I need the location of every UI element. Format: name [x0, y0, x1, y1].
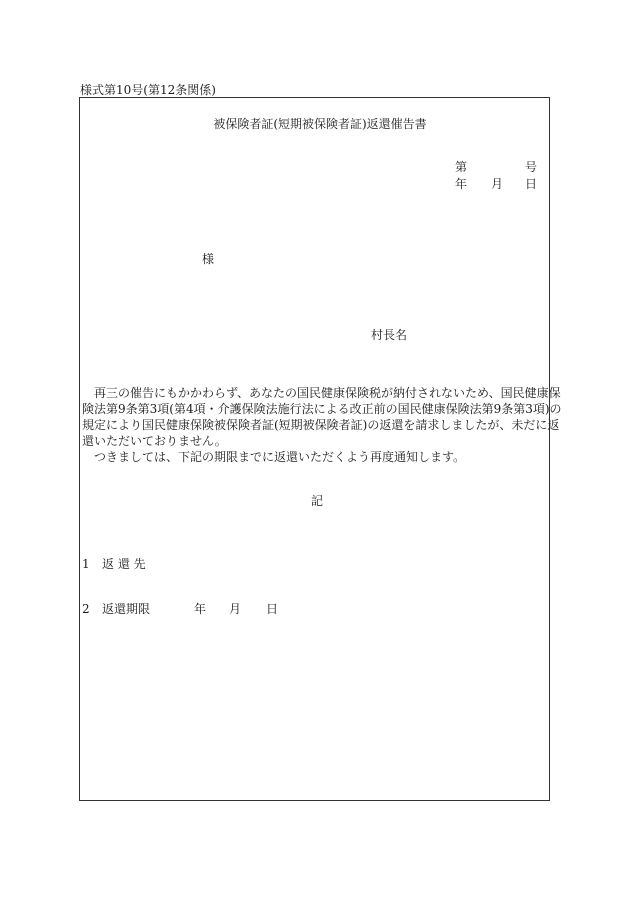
date-year: 年	[455, 177, 468, 191]
body-paragraph-2	[82, 449, 548, 465]
number-dai: 第	[455, 160, 468, 174]
date-day: 日	[525, 177, 538, 191]
body-line: 還いただいておりません。	[82, 434, 227, 448]
number-go: 号	[525, 160, 538, 174]
item-label: 返還期限	[102, 602, 151, 616]
body-paragraph-1	[82, 385, 562, 449]
body-line: 規定により国民健康保険被保険者証(短期被保険者証)の返還を請求しましたが、未だに返	[82, 418, 560, 432]
body-line: 再三の催告にもかかわらず、あなたの国民健康保険税が納付されないため、国民健康保	[82, 386, 561, 400]
date-month: 月	[491, 177, 504, 191]
deadline-year: 年	[194, 602, 207, 616]
item-label: 返 還 先	[102, 557, 146, 571]
form-number-label: 様式第10号(第12条関係)	[80, 83, 216, 97]
body-text	[82, 385, 562, 465]
item-return-deadline	[82, 600, 279, 617]
addressee-suffix: 様	[202, 252, 215, 266]
deadline-day: 日	[266, 602, 279, 616]
ki-heading: 記	[310, 494, 323, 508]
item-number: 1	[82, 557, 90, 571]
sender-name: 村長名	[371, 328, 408, 342]
item-number: 2	[82, 602, 90, 616]
item-return-destination	[82, 555, 146, 572]
document-title: 被保険者証(短期被保険者証)返還催告書	[213, 117, 427, 131]
body-line: つきましては、下記の期限までに返還いただくよう再度通知します。	[82, 450, 466, 464]
deadline-month: 月	[229, 602, 242, 616]
body-line: 険法第9条第3項(第4項・介護保険法施行法による改正前の国民健康保険法第9条第3項)の	[82, 402, 562, 416]
